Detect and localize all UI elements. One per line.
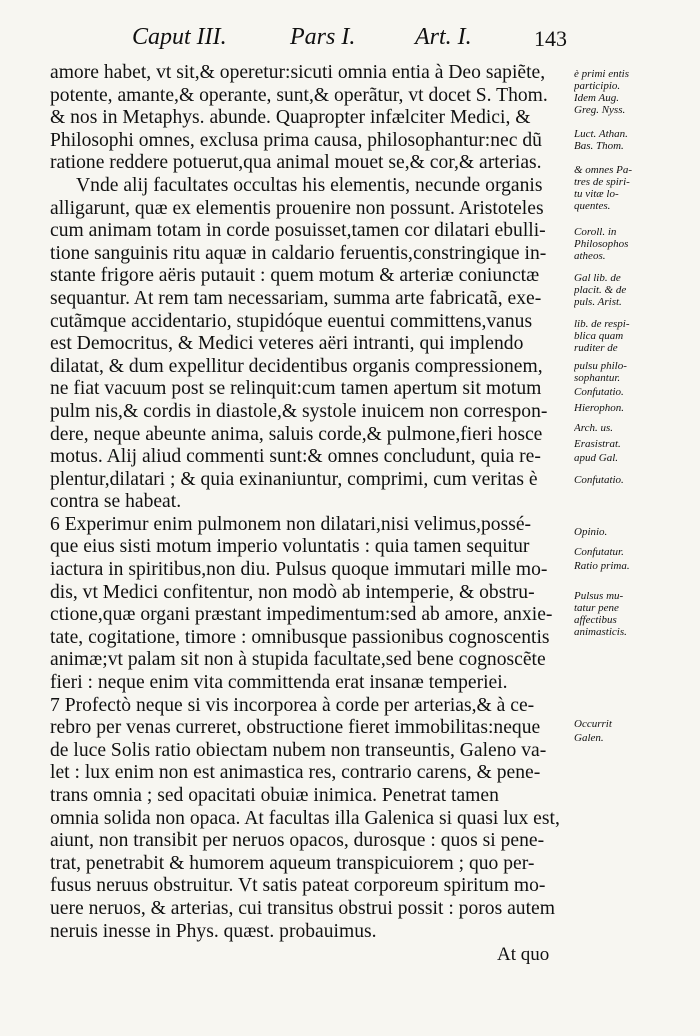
text-line: uere neruos, & arterias, cui transitus obstrui possit : poros autem (50, 897, 555, 919)
text-line: amore habet, vt sit,& operetur:sicuti omnia entia à Deo sapiẽte, (50, 62, 546, 83)
text-line: stante frigore aëris putauit : quem motum & arteriæ coniunctæ (50, 265, 540, 287)
header-caput: Caput III. (132, 24, 227, 50)
text-line: potente, amante,& operante, sunt,& operãtur, vt docet S. Thom. (50, 84, 548, 106)
page-number: 143 (534, 26, 567, 51)
margin-note: Idem Aug. (574, 92, 620, 104)
text-line: est Democritus, & Medici veteres aëri intranti, qui implendo (50, 333, 524, 355)
margin-note: lib. de respi- (574, 318, 630, 330)
margin-note: quentes. (574, 200, 611, 212)
text-line: trans omnia ; sed opacitati obuiæ inimica. Penetrat tamen (50, 785, 499, 806)
text-line: dere, neque abeunte anima, saluis corde,& pulmone,fieri hosce (50, 423, 543, 445)
margin-note: placit. & de (574, 284, 627, 296)
margin-note: affectibus (574, 614, 617, 626)
text-line: sequantur. At rem tam necessariam, summa arte fabricatã, exe- (50, 287, 542, 309)
text-line: Vnde alij facultates occultas his elementis, necunde organis (76, 174, 543, 196)
text-line: alligarunt, quæ ex elementis prouenire non possunt. Aristoteles (50, 197, 544, 219)
text-line: ctione,quæ organi præstant impedimentum:sed ab amore, anxie- (50, 604, 553, 626)
margin-note: tu vitæ lo- (574, 188, 619, 200)
text-line: fieri : neque enim vita committenda erat insanæ temperiei. (50, 672, 508, 694)
text-line: Philosophi omnes, exclusa prima causa, philosophantur:nec dũ (50, 129, 542, 151)
running-header (120, 24, 580, 62)
margin-note: puls. Arist. (574, 296, 622, 308)
margin-note: animasticis. (574, 626, 627, 638)
text-line: omnia solida non opaca. At facultas illa Galenica si quasi lux est, (50, 807, 560, 829)
margin-note: Occurrit (574, 718, 612, 730)
text-line: iactura in spiritibus,non diu. Pulsus quoque immutari mille mo- (50, 559, 548, 581)
margin-note: Pulsus mu- (574, 590, 624, 602)
margin-note: & omnes Pa- (574, 164, 633, 176)
text-line: tione sanguinis ritu aquæ in caldario feruentis,constringique in- (50, 242, 547, 264)
margin-note: Luct. Athan. (574, 128, 628, 140)
text-line: cutãmque accidentario, stupidóque euentui committens,vanus (50, 310, 533, 332)
margin-note: blica quam (574, 330, 624, 342)
text-line: que eius sisti motum imperio voluntatis : quia tamen sequitur (50, 536, 530, 558)
text-line: ne fiat vacuum post se relinquit:cum tamen apertum sit motum (50, 378, 542, 400)
text-line: aiunt, non transibit per neruos opacos, durosque : quos si pene- (50, 830, 545, 852)
text-line: let : lux enim non est animastica res, contrario carens, & pene- (50, 762, 541, 784)
text-line: rebro per venas curreret, obstructione fieret immobilitas:neque (50, 717, 541, 739)
text-line: pulm nis,& cordis in diastole,& systole inuicem non correspon- (50, 400, 548, 422)
margin-note: è primi entis (574, 68, 629, 80)
text-line: cum animam totam in corde posuisset,tamen cor dilatari ebulli- (50, 220, 546, 242)
margin-note: ruditer de (574, 342, 618, 354)
text-line: tate, cogitatione, timore : omnibusque passionibus cognoscentis (50, 626, 550, 648)
margin-note: atheos. (574, 250, 606, 262)
margin-note: Erasistrat. (574, 438, 621, 450)
margin-note: pulsu philo- (574, 360, 627, 372)
text-line: trat, penetrabit & humorem aqueum transpicuiorem ; quo per- (50, 852, 535, 874)
text-line: contra se habeat. (50, 491, 182, 513)
header-art: Art. I. (415, 24, 472, 50)
text-line: & nos in Metaphys. abunde. Quapropter infælciter Medici, & (50, 107, 531, 129)
margin-note: Arch. us. (574, 422, 614, 434)
text-line: neruis inesse in Phys. quæst. probauimus. (50, 920, 377, 942)
margin-note: Ratio prima. (574, 560, 630, 572)
margin-note: Coroll. in (574, 226, 617, 238)
margin-note: apud Gal. (574, 452, 618, 464)
main-text-block (50, 62, 578, 943)
header-pars: Pars I. (290, 24, 356, 50)
text-line: dilatat, & dum expellitur decidentibus organis compressionem, (50, 355, 543, 377)
margin-note: Greg. Nyss. (574, 104, 626, 116)
margin-note: Philosophos (574, 238, 629, 250)
margin-note: Bas. Thom. (574, 140, 624, 152)
margin-note: Gal lib. de (574, 272, 621, 284)
margin-note: Hierophon. (574, 402, 625, 414)
margin-note: sophantur. (574, 372, 621, 384)
margin-note: tatur pene (574, 602, 619, 614)
margin-note: Confutatur. (574, 546, 624, 558)
text-line: 6 Experimur enim pulmonem non dilatari,nisi velimus,possé- (50, 513, 532, 535)
text-line: de luce Solis ratio obiectam nubem non transeuntis, Galeno va- (50, 739, 547, 761)
text-line: plentur,dilatari ; & quia exinaniuntur, comprimi, cum veritas è (50, 468, 538, 490)
margin-note: participio. (574, 80, 621, 92)
text-line: animæ;vt palam sit non à stupida facultate,sed bene cognoscẽte (50, 649, 546, 671)
text-line: ratione reddere potuerut,qua animal mouet se,& cor,& arterias. (50, 152, 542, 174)
text-line: dis, vt Medici confitentur, non modò ab intemperie, & obstru- (50, 581, 535, 603)
margin-note: Opinio. (574, 526, 608, 538)
margin-note: Confutatio. (574, 386, 624, 398)
margin-note: Confutatio. (574, 474, 624, 486)
text-line: motus. Alij aliud commenti sunt:& omnes concludunt, quia re- (50, 446, 541, 468)
catchword: At quo (497, 944, 550, 965)
margin-note: tres de spiri- (574, 176, 630, 188)
text-line: 7 Profectò neque si vis incorporea à corde per arterias,& à ce- (50, 694, 535, 716)
margin-note: Galen. (574, 732, 604, 744)
text-line: fusus neruus obstruitur. Vt satis pateat corporeum spiritum mo- (50, 875, 546, 897)
